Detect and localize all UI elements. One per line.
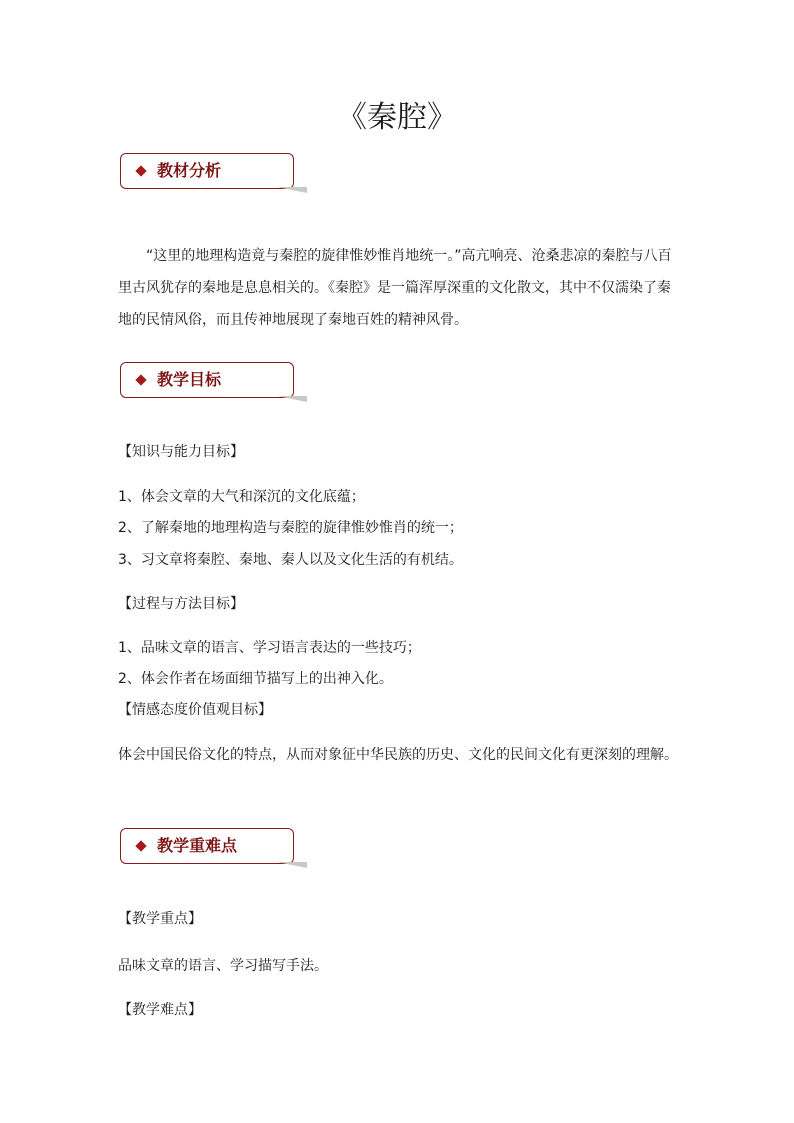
section-heading-label: 教材分析 [157,161,222,180]
section-heading-label: 教学重难点 [157,836,238,855]
diamond-bullet-icon [135,840,146,851]
section-heading-label: 教学目标 [157,370,222,389]
focus-text: 品味文章的语言、学习描写手法。 [118,958,328,974]
knowledge-goal-title: 【知识与能力目标】 [118,444,244,460]
diamond-bullet-icon [135,165,146,176]
focus-title: 【教学重点】 [118,911,202,927]
heading-shadow [277,396,307,402]
diamond-bullet-icon [135,374,146,385]
knowledge-goal-item: 3、习文章将秦腔、秦地、秦人以及文化生活的有机结。 [118,552,463,568]
page-title: 《秦腔》 [337,100,457,135]
section-heading-goals [120,362,294,398]
section-heading-analysis [120,153,294,189]
knowledge-goal-item: 1、体会文章的大气和深沉的文化底蕴； [118,489,365,505]
emotion-goal-title: 【情感态度价值观目标】 [118,702,272,718]
process-goal-item: 1、品味文章的语言、学习语言表达的一些技巧； [118,640,421,656]
emotion-goal-text: 体会中国民俗文化的特点，从而对象征中华民族的历史、文化的民间文化有更深刻的理解。 [118,747,678,763]
process-goal-title: 【过程与方法目标】 [118,596,244,612]
knowledge-goal-item: 2、了解秦地的地理构造与秦腔的旋律惟妙惟肖的统一； [118,520,463,536]
analysis-paragraph: “这里的地理构造竟与秦腔的旋律惟妙惟肖地统一。”高亢响亮、沧桑悲凉的秦腔与八百里古风犹存的秦地是息息相关的。《秦腔》是一篇浑厚深重的文化散文，其中不仅濡染了秦地的民情风俗，而且传神地展现了秦地百姓的精神风骨。 [118,248,672,328]
heading-shadow [277,862,307,868]
heading-shadow [277,187,307,193]
section-heading-keypoints [120,828,294,864]
process-goal-item: 2、体会作者在场面细节描写上的出神入化。 [118,671,393,687]
difficulty-title: 【教学难点】 [118,1002,202,1018]
